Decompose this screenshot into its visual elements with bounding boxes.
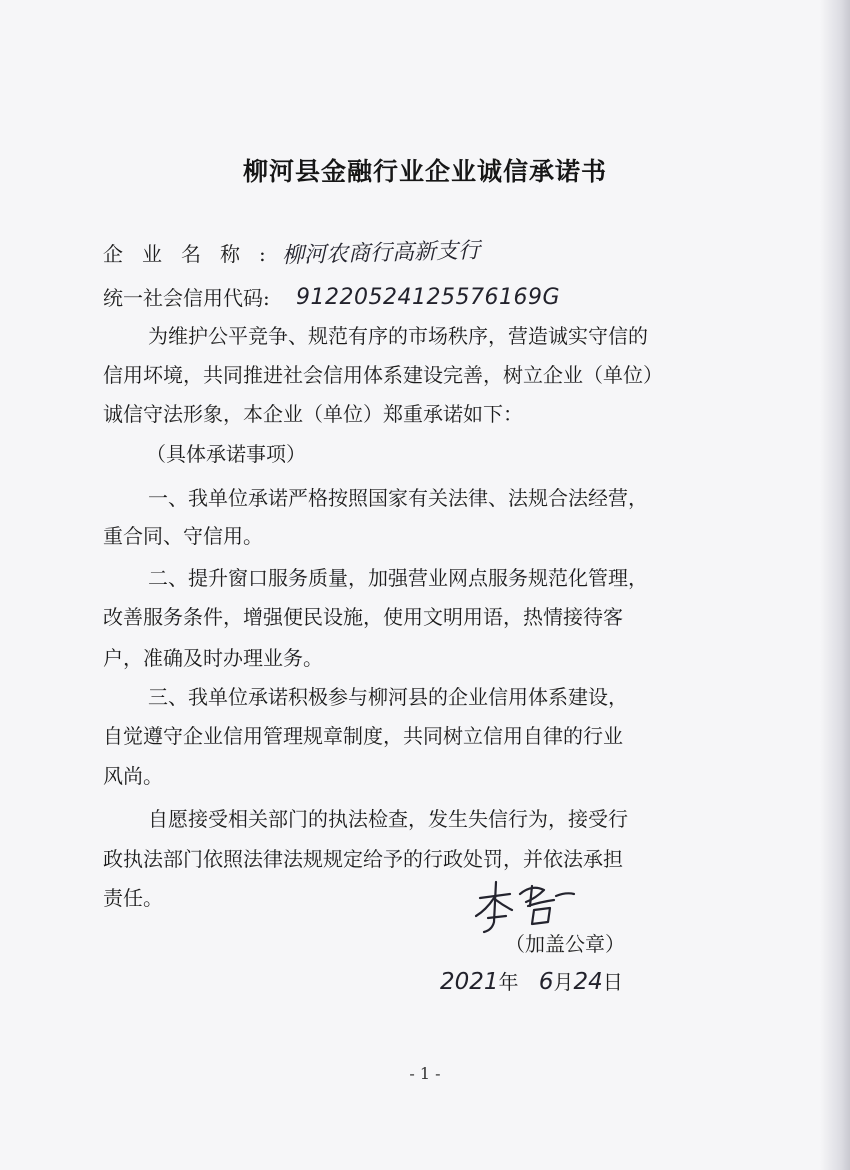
intro-line-2: 信用坏境，共同推进社会信用体系建设完善，树立企业（单位） <box>103 363 663 387</box>
company-name-handwritten: 柳河农商行高新支行 <box>281 238 481 269</box>
commitment-1-line-2: 重合同、守信用。 <box>103 524 263 548</box>
page-number: - 1 - <box>409 1064 441 1083</box>
date-day-unit: 日 <box>602 970 623 994</box>
commitment-2-line-1: 二、提升窗口服务质量，加强营业网点服务规范化管理， <box>148 566 648 590</box>
seal-label: （加盖公章） <box>505 932 625 956</box>
commitment-2-line-2: 改善服务条件，增强便民设施，使用文明用语，热情接待客 <box>103 605 623 629</box>
items-heading: （具体承诺事项） <box>146 442 306 466</box>
closing-line-1: 自愿接受相关部门的执法检查，发生失信行为，接受行 <box>148 807 628 831</box>
credit-code-row <box>103 284 270 312</box>
handwritten-signature <box>470 876 580 936</box>
company-name-row <box>103 240 285 268</box>
intro-line-1: 为维护公平竞争、规范有序的市场秩序，营造诚实守信的 <box>148 324 648 348</box>
credit-code-label: 统一社会信用代码: <box>103 286 270 310</box>
commitment-3-line-2: 自觉遵守企业信用管理规章制度，共同树立信用自律的行业 <box>103 724 623 748</box>
date-year-unit: 年 <box>498 970 519 994</box>
commitment-3-line-1: 三、我单位承诺积极参与柳河县的企业信用体系建设， <box>148 685 628 709</box>
date-month-unit: 月 <box>553 970 574 994</box>
credit-code-handwritten: 91220524125576169G <box>296 285 560 310</box>
signing-date <box>440 966 623 995</box>
date-month: 6 <box>538 969 554 995</box>
date-day: 24 <box>573 969 603 995</box>
closing-line-2: 政执法部门依照法律法规规定给予的行政处罚，并依法承担 <box>103 847 623 871</box>
document-title: 柳河县金融行业企业诚信承诺书 <box>242 157 607 186</box>
commitment-1-line-1: 一、我单位承诺严格按照国家有关法律、法规合法经营， <box>148 486 648 510</box>
closing-line-3: 责任。 <box>103 886 163 910</box>
commitment-3-line-3: 风尚。 <box>103 764 163 788</box>
commitment-2-line-3: 户，准确及时办理业务。 <box>103 646 323 670</box>
date-year: 2021 <box>440 969 499 995</box>
intro-line-3: 诚信守法形象，本企业（单位）郑重承诺如下： <box>103 402 523 426</box>
company-name-label: 企业名称: <box>103 242 285 266</box>
